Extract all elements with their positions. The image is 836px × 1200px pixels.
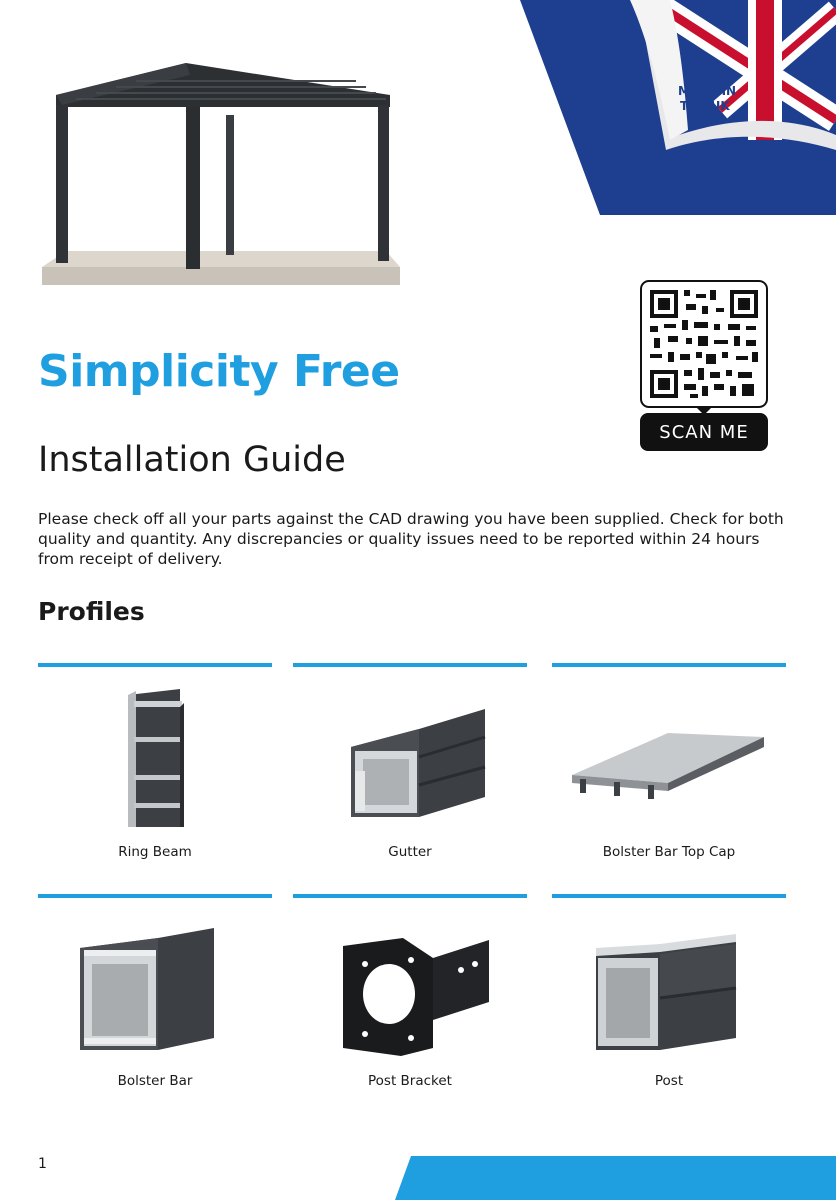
intro-paragraph: Please check off all your parts against the CAD drawing you have been supplied. Check for both quality and quantity. Any discrepancies or quality issues need to be reported within 24 hours from receipt of delivery. (38, 510, 784, 568)
post-bracket-image (293, 898, 527, 1058)
qr-code[interactable] (640, 280, 768, 452)
bolster-bar-top-cap-image (552, 667, 786, 827)
post-image (552, 898, 786, 1058)
profile-card-bolster-bar-top-cap (552, 663, 786, 860)
qr-code-graphic (640, 280, 768, 415)
bolster-bar-image (38, 898, 272, 1058)
gutter-image (293, 667, 527, 827)
scan-me-label: SCAN ME (640, 413, 768, 451)
profile-card-post-bracket (293, 894, 527, 1089)
profile-card-bolster-bar (38, 894, 272, 1089)
footer-accent-bar (395, 1156, 836, 1200)
document-title: Simplicity Free (38, 346, 400, 397)
profile-card-ring-beam (38, 663, 272, 860)
profile-label: Gutter (388, 844, 432, 860)
profile-label: Bolster Bar (117, 1073, 193, 1089)
page-number: 1 (38, 1156, 47, 1172)
profile-card-post (552, 894, 786, 1089)
profile-label: Bolster Bar Top Cap (602, 844, 736, 860)
made-in-uk-flag-badge (520, 0, 836, 215)
section-heading: Profiles (38, 597, 145, 626)
ring-beam-image (38, 667, 272, 827)
profile-label: Ring Beam (118, 844, 192, 860)
badge-line-2: THE UK (680, 99, 730, 113)
profile-label: Post Bracket (368, 1073, 452, 1089)
profile-label: Post (654, 1073, 684, 1089)
document-subtitle: Installation Guide (38, 440, 346, 480)
profile-card-gutter (293, 663, 527, 860)
pergola-image (36, 55, 406, 305)
badge-line-1: MADE IN (678, 84, 737, 98)
